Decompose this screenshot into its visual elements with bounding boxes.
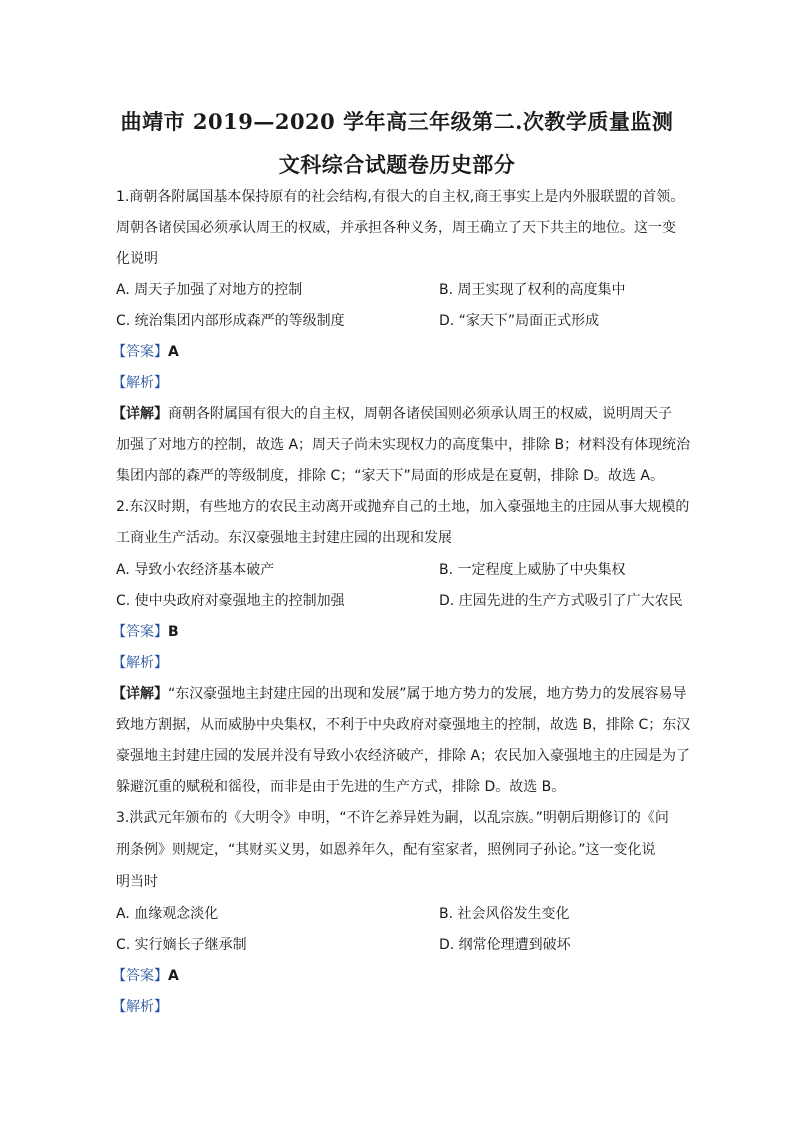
question-1-line-3: 化说明 (116, 251, 158, 267)
answer-tag: 【答案】 (112, 344, 168, 360)
question-3-analysis-tag: 【解析】 (112, 999, 168, 1015)
question-3-option-b: B. 社会风俗发生变化 (439, 906, 570, 922)
question-3-line-2: 刑条例》则规定，“其财买义男，如恩养年久，配有室家者，照例同子孙论。”这一变化说 (116, 842, 656, 858)
question-2-option-b: B. 一定程度上威胁了中央集权 (439, 562, 626, 578)
document-title: 曲靖市 2019—2020 学年高三年级第二.次教学质量监测 (120, 109, 674, 134)
answer-value: A (168, 344, 179, 360)
question-2-detail-line-3: 豪强地主封建庄园的发展并没有导致小农经济破产，排除 A；农民加入豪强地主的庄园是为了 (116, 748, 691, 764)
question-2-detail-line-4: 躲避沉重的赋税和徭役，而非是由于先进的生产方式，排除 D。故选 B。 (116, 779, 566, 795)
document-subtitle: 文科综合试题卷历史部分 (278, 152, 516, 177)
question-2-line-1: 2.东汉时期，有些地方的农民主动离开或抛弃自己的土地，加入豪强地主的庄园从事大规模的 (116, 499, 690, 515)
question-2-analysis-tag: 【解析】 (112, 655, 168, 671)
question-2-option-a: A. 导致小农经济基本破产 (116, 562, 275, 578)
question-1-line-1: 1.商朝各附属国基本保持原有的社会结构,有很大的自主权,商王事实上是内外服联盟的首领。 (116, 189, 685, 205)
question-2-line-2: 工商业生产活动。东汉豪强地主封建庄园的出现和发展 (116, 530, 452, 546)
question-2-detail-line-2: 致地方割据，从而威胁中央集权，不利于中央政府对豪强地主的控制，故选 B，排除 C；东汉 (116, 717, 691, 733)
question-3-option-c: C. 实行嫡长子继承制 (116, 937, 247, 953)
question-3-line-3: 明当时 (116, 874, 158, 890)
question-1-analysis-tag: 【解析】 (112, 375, 168, 391)
question-1-answer (112, 342, 179, 362)
question-1-option-d: D. “家天下”局面正式形成 (439, 313, 600, 329)
question-1-option-a: A. 周天子加强了对地方的控制 (116, 282, 303, 298)
question-3-answer (112, 966, 179, 986)
question-3-line-1: 3.洪武元年颁布的《大明令》申明，“不许乞养异姓为嗣，以乱宗族。”明朝后期修订的《问 (116, 810, 669, 826)
question-3-option-d: D. 纲常伦理遭到破坏 (439, 937, 571, 953)
answer-tag: 【答案】 (112, 624, 168, 640)
detail-tag: 【详解】 (112, 686, 168, 702)
question-1-detail-line-3: 集团内部的森严的等级制度，排除 C；“家天下”局面的形成是在夏朝，排除 D。故选 A。 (116, 468, 664, 484)
question-2-answer (112, 622, 179, 642)
answer-value: B (168, 624, 179, 640)
question-2-detail-line-1 (112, 684, 687, 704)
question-3-option-a: A. 血缘观念淡化 (116, 906, 219, 922)
answer-tag: 【答案】 (112, 968, 168, 984)
detail-text: 商朝各附属国有很大的自主权，周朝各诸侯国则必须承认周王的权威，说明周天子 (168, 406, 672, 422)
question-2-option-d: D. 庄园先进的生产方式吸引了广大农民 (439, 593, 683, 609)
question-1-detail-line-1 (112, 404, 672, 424)
detail-tag: 【详解】 (112, 406, 168, 422)
answer-value: A (168, 968, 179, 984)
question-2-option-c: C. 使中央政府对豪强地主的控制加强 (116, 593, 345, 609)
question-1-option-c: C. 统治集团内部形成森严的等级制度 (116, 313, 345, 329)
detail-text: “东汉豪强地主封建庄园的出现和发展”属于地方势力的发展，地方势力的发展容易导 (168, 686, 687, 702)
question-1-detail-line-2: 加强了对地方的控制，故选 A；周天子尚未实现权力的高度集中，排除 B；材料没有体现统治 (116, 437, 691, 453)
question-1-option-b: B. 周王实现了权利的高度集中 (439, 282, 626, 298)
question-1-line-2: 周朝各诸侯国必须承认周王的权威，并承担各种义务，周王确立了天下共主的地位。这一变 (116, 220, 676, 236)
